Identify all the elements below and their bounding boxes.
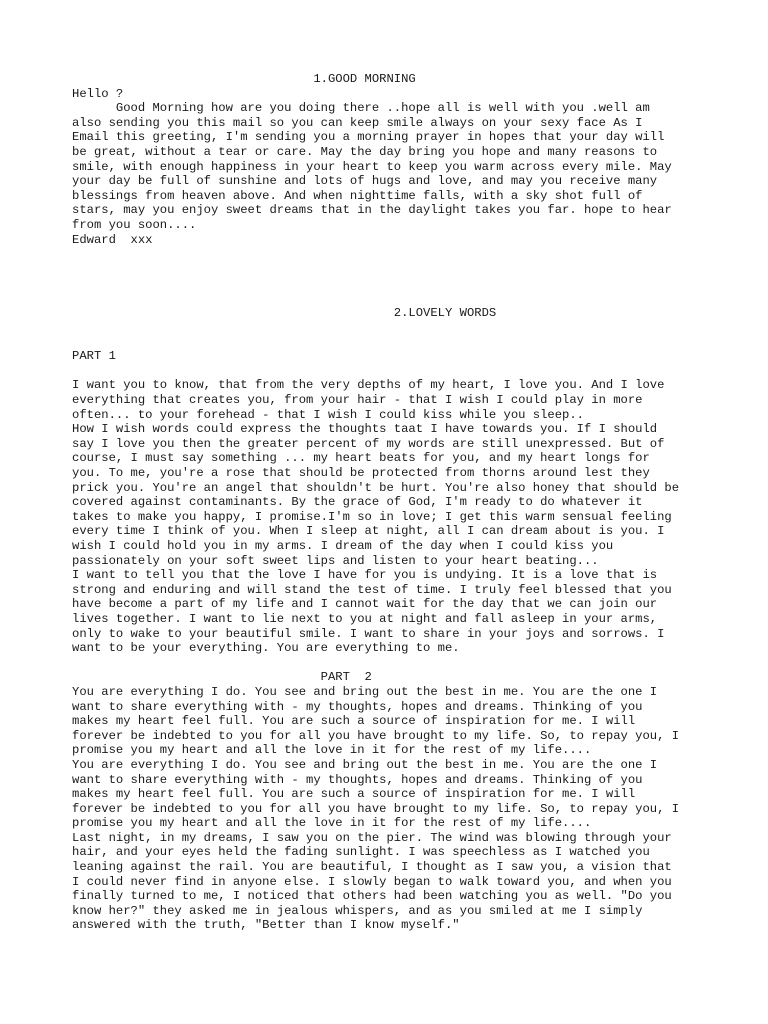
text-line bbox=[72, 262, 712, 277]
text-line: only to wake to your beautiful smile. I want to share in your joys and sorrows. I bbox=[72, 626, 665, 641]
text-line: Last night, in my dreams, I saw you on the pier. The wind was blowing through your bbox=[72, 830, 672, 845]
text-line: PART 1 bbox=[72, 349, 116, 364]
text-line: smile, with enough happiness in your heart to keep you warm across every mile. May bbox=[72, 159, 672, 174]
text-line: promise you my heart and all the love in it for the rest of my life.... bbox=[72, 743, 592, 758]
text-line: Good Morning how are you doing there ..hope all is well with you .well am bbox=[72, 101, 650, 116]
text-line: want to share everything with - my thoughts, hopes and dreams. Thinking of you bbox=[72, 772, 643, 787]
text-line: makes my heart feel full. You are such a source of inspiration for me. I will bbox=[72, 787, 636, 802]
text-line: want to be your everything. You are everything to me. bbox=[72, 641, 460, 656]
text-line: have become a part of my life and I cannot wait for the day that we can join our bbox=[72, 597, 658, 612]
text-line bbox=[72, 335, 712, 350]
text-line: say I love you then the greater percent of my words are still unexpressed. But of bbox=[72, 436, 665, 451]
text-line: wish I could hold you in my arms. I dream of the day when I could kiss you bbox=[72, 539, 614, 553]
text-line: you. To me, you're a rose that should be protected from thorns around lest they bbox=[72, 466, 650, 481]
text-line: want to share everything with - my thoughts, hopes and dreams. Thinking of you bbox=[72, 699, 643, 714]
text-line: passionately on your soft sweet lips and listen to your heart beating... bbox=[72, 553, 599, 568]
text-line: lives together. I want to lie next to you at night and fall asleep in your arms, bbox=[72, 611, 658, 626]
text-line bbox=[72, 320, 712, 335]
text-line: PART 2 bbox=[72, 670, 372, 685]
text-line: forever be indebted to you for all you have brought to my life. So, to repay you, I bbox=[72, 801, 680, 816]
text-line: promise you my heart and all the love in it for the rest of my life.... bbox=[72, 816, 592, 831]
text-line: course, I must say something ... my heart beats for you, and my heart longs for bbox=[72, 451, 650, 466]
text-line bbox=[72, 364, 712, 379]
text-line: be great, without a tear or care. May the day bring you hope and many reasons to bbox=[72, 144, 658, 159]
text-line: How I wish words could express the thoughts taat I have towards you. If I should bbox=[72, 422, 658, 437]
document-page bbox=[72, 72, 712, 933]
text-line: Edward xxx bbox=[72, 232, 153, 247]
text-line: blessings from heaven above. And when nighttime falls, with a sky shot full of bbox=[72, 188, 643, 203]
text-line: everything that creates you, from your hair - that I wish I could play in more bbox=[72, 393, 643, 408]
text-line: takes to make you happy, I promise.I'm so in love; I get this warm sensual feeling bbox=[72, 509, 672, 524]
text-line: stars, may you enjoy sweet dreams that in the daylight takes you far. hope to hear bbox=[72, 203, 672, 218]
text-line: You are everything I do. You see and bring out the best in me. You are the one I bbox=[72, 684, 658, 699]
text-line: strong and enduring and will stand the test of time. I truly feel blessed that you bbox=[72, 582, 672, 597]
text-line: also sending you this mail so you can keep smile always on your sexy face As I bbox=[72, 115, 643, 130]
text-line: forever be indebted to you for all you have brought to my life. So, to repay you, I bbox=[72, 728, 680, 743]
text-line: hair, and your eyes held the fading sunlight. I was speechless as I watched you bbox=[72, 845, 650, 860]
text-line: covered against contaminants. By the grace of God, I'm ready to do whatever it bbox=[72, 495, 643, 510]
text-line: 2.LOVELY WORDS bbox=[72, 305, 497, 320]
text-line bbox=[72, 291, 712, 306]
text-line: answered with the truth, "Better than I know myself." bbox=[72, 918, 460, 933]
text-line: Email this greeting, I'm sending you a morning prayer in hopes that your day will bbox=[72, 130, 665, 145]
text-line: leaning against the rail. You are beautiful, I thought as I saw you, a vision that bbox=[72, 860, 672, 875]
text-line: 1.GOOD MORNING bbox=[72, 72, 416, 86]
text-line bbox=[72, 247, 712, 262]
text-line: your day be full of sunshine and lots of hugs and love, and may you receive many bbox=[72, 174, 658, 189]
text-line: every time I think of you. When I sleep at night, all I can dream about is you. I bbox=[72, 524, 665, 539]
text-line: I want to tell you that the love I have for you is undying. It is a love that is bbox=[72, 568, 658, 583]
text-line bbox=[72, 276, 712, 291]
text-line: Hello ? bbox=[72, 86, 124, 101]
text-line: I want you to know, that from the very depths of my heart, I love you. And I love bbox=[72, 378, 665, 393]
text-line: makes my heart feel full. You are such a source of inspiration for me. I will bbox=[72, 714, 636, 729]
text-line bbox=[72, 656, 712, 671]
text-line: I could never find in anyone else. I slowly began to walk toward you, and when you bbox=[72, 874, 672, 889]
text-line: often... to your forehead - that I wish I could kiss while you sleep.. bbox=[72, 407, 584, 422]
text-line: prick you. You're an angel that shouldn't be hurt. You're also honey that should be bbox=[72, 480, 680, 495]
text-line: from you soon.... bbox=[72, 217, 197, 232]
text-line: You are everything I do. You see and bring out the best in me. You are the one I bbox=[72, 757, 658, 772]
text-line: finally turned to me, I noticed that others had been watching you as well. "Do you bbox=[72, 889, 672, 904]
text-line: know her?" they asked me in jealous whispers, and as you smiled at me I simply bbox=[72, 903, 643, 918]
